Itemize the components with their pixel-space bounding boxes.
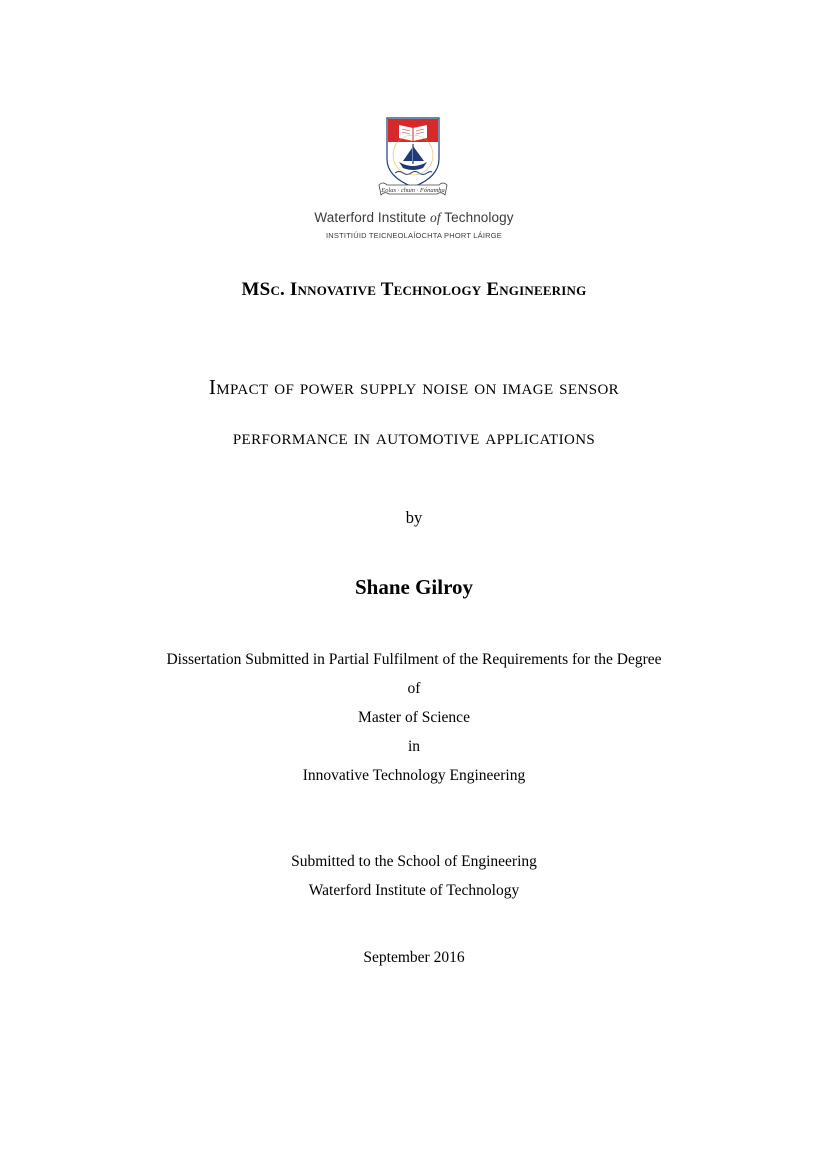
dissertation-statement-line-1: Dissertation Submitted in Partial Fulfilment of the Requirements for the Degree — [166, 651, 662, 668]
thesis-title-line-1: Impact of power supply noise on image sensor — [208, 375, 620, 399]
submitted-to-school: Submitted to the School of Engineering — [291, 853, 537, 870]
institution-name-prefix: Waterford Institute — [314, 210, 427, 225]
by-label: by — [405, 508, 423, 527]
crest-motto: Eolas · chum · Fónamha — [381, 187, 445, 194]
submitted-to-institute: Waterford Institute of Technology — [308, 882, 520, 899]
submission-date: September 2016 — [363, 949, 465, 966]
institute-crest-logo — [373, 115, 453, 199]
degree-name: Master of Science — [358, 709, 470, 726]
programme-heading: MSc. Innovative Technology Engineering — [241, 279, 587, 300]
institution-name — [0, 210, 828, 226]
degree-field: Innovative Technology Engineering — [302, 767, 526, 784]
institution-name-irish: INSTITIÚID TEICNEOLAÍOCHTA PHORT LÁIRGE — [325, 231, 503, 240]
dissertation-statement-line-4: in — [407, 738, 421, 755]
thesis-title-line-2: performance in automotive applications — [232, 425, 596, 449]
institution-name-of: of — [429, 210, 441, 225]
institution-name-suffix: Technology — [444, 210, 514, 225]
author-name: Shane Gilroy — [354, 575, 474, 599]
dissertation-statement-line-2: of — [407, 680, 421, 697]
